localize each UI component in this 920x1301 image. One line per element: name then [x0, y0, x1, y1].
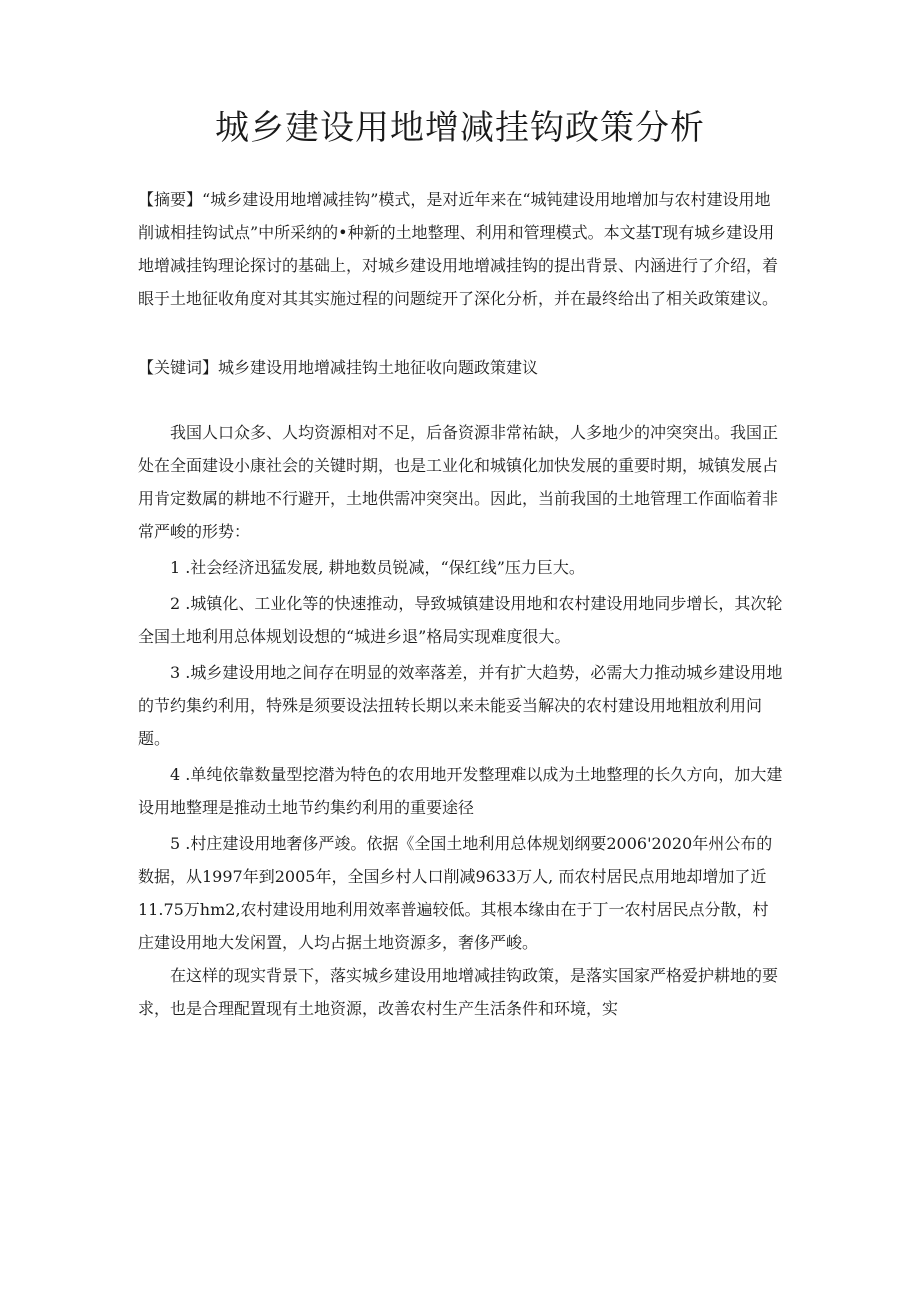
- document-body: [138, 183, 784, 1025]
- keywords-text: 城乡建设用地增减挂钩土地征收向题政策建议: [218, 358, 539, 377]
- document-title: 城乡建设用地增减挂钩政策分析: [215, 108, 705, 148]
- list-item-1: 1 .社会经济迅猛发展, 耕地数员锐减，“保红线”压力巨大。: [170, 558, 585, 577]
- abstract-label: 【摘要】: [138, 190, 203, 209]
- closing-paragraph: 在这样的现实背景下，落实城乡建设用地增减挂钩政策，是落实国家严格爱护耕地的要求，也是合理配置现有土地资源，改善农村生产生活条件和环境，实: [138, 966, 779, 1018]
- keywords-paragraph: [138, 351, 784, 384]
- abstract-paragraph: [138, 183, 784, 315]
- abstract-text: “城乡建设用地增减挂钩”模式，是对近年来在“城钝建设用地增加与农村建设用地削诚相挂钩试点”中所采纳的•种新的土地整理、利用和管理模式。本文基T现有城乡建设用地增减挂钩理论探讨的基础上，对城乡建设用地增减挂钩的提出背景、内涵进行了介绍，着眼于土地征收角度对其其实施过程的问题绽开了深化分析，并在最终给出了相关政策建议。: [138, 190, 779, 308]
- list-item-2: 2 .城镇化、工业化等的快速推动，导致城镇建设用地和农村建设用地同步增长，其次轮全国土地利用总体规划设想的“城进乡退”格局实现难度很大。: [138, 594, 783, 646]
- list-item-5: 5 .村庄建设用地奢侈严竣。依据《全国土地利用总体规划纲要2006'2020年州公布的数据，从1997年到2005年，全国乡村人口削减9633万人, 而农村居民点用地却增加了近11.75万hm2,农村建设用地利用效率普遍较低。其根本缘由在于丁一农村居民点分散，村庄建设用地大发闲置，人均占据土地资源多，奢侈严峻。: [138, 834, 773, 952]
- keywords-label: 【关键词】: [138, 358, 219, 377]
- list-item-3: 3 .城乡建设用地之间存在明显的效率落差，并有扩大趋势，必需大力推动城乡建设用地的节约集约利用，特殊是须要设法扭转长期以来未能妥当解决的农村建设用地粗放利用问题。: [138, 663, 783, 748]
- intro-paragraph: 我国人口众多、人均资源相对不足，后备资源非常祐缺，人多地少的冲突突出。我国正处在全面建设小康社会的关键时期，也是工业化和城镇化加快发展的重要时期，城镇发展占用肯定数属的耕地不行避开，土地供需冲突突出。因此，当前我国的土地管理工作面临着非常严峻的形势：: [138, 423, 779, 541]
- list-item-4: 4 .单纯依靠数量型挖潜为特色的农用地开发整理难以成为土地整理的长久方向，加大建设用地整理是推动土地节约集约利用的重要途径: [138, 765, 783, 817]
